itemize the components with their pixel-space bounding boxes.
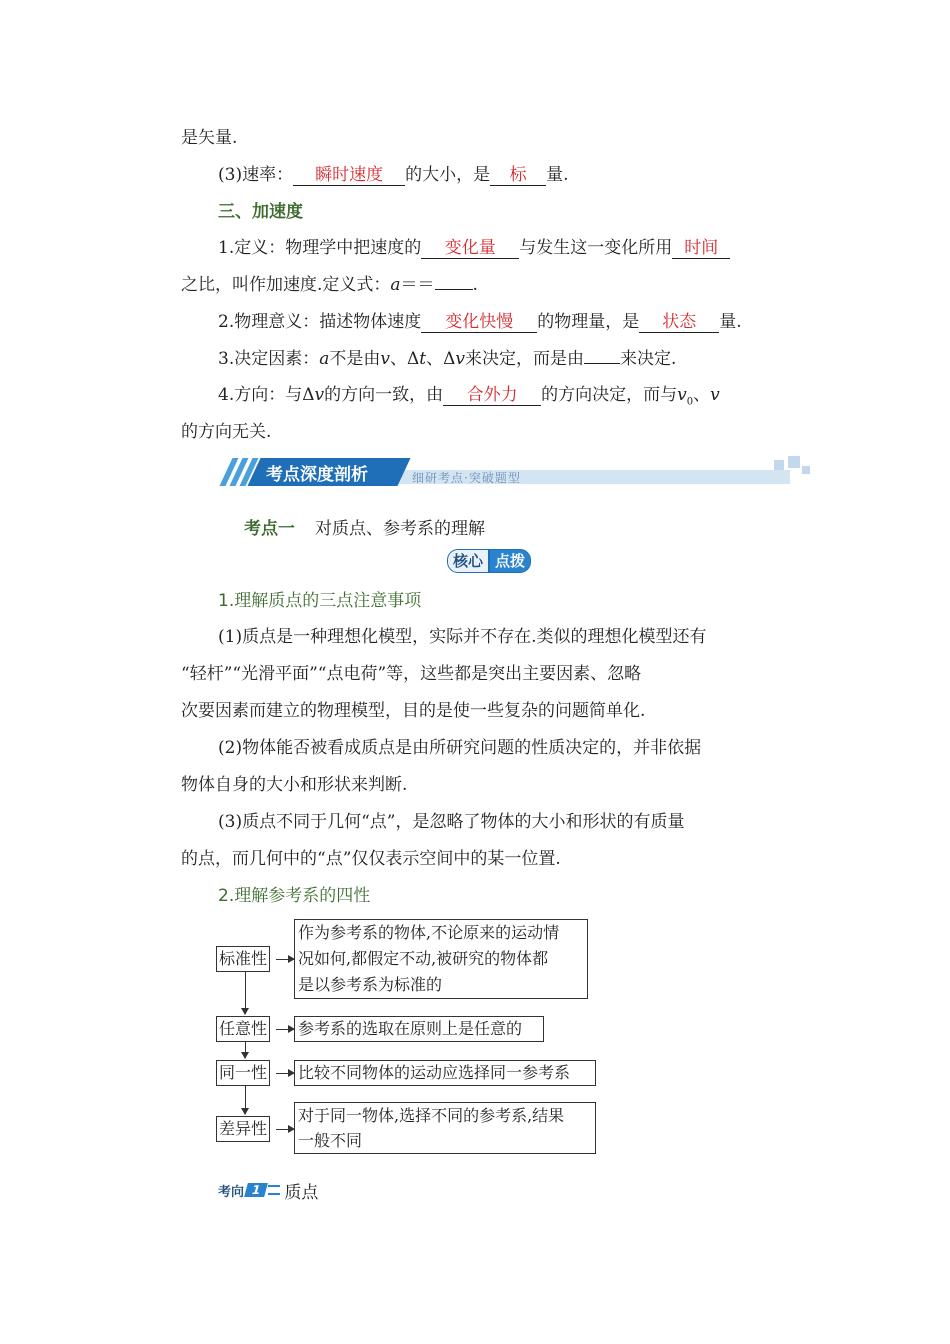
answer: 时间 [684, 238, 719, 258]
text: 3.决定因素： [218, 349, 320, 369]
symbol: a [319, 349, 330, 369]
tag-lines [268, 1185, 280, 1195]
text-line: “轻杆”“光滑平面”“点电荷”等，这些都是突出主要因素、忽略 [181, 664, 642, 684]
arrow [276, 1129, 294, 1130]
text: 与发生这一变化所用 [519, 238, 673, 258]
diagram-label: 任意性 [216, 1016, 270, 1042]
text: 2.物理意义：描述物体速度 [218, 312, 422, 332]
subheading: 1.理解质点的三点注意事项 [218, 591, 422, 611]
subheading: 2.理解参考系的四性 [218, 886, 371, 906]
text: 的方向决定，而与 [541, 385, 678, 405]
text-line [218, 236, 730, 260]
banner-subtitle: 细研考点·突破题型 [412, 471, 521, 485]
answer: 状态 [662, 312, 697, 332]
text-line: (2)物体能否被看成质点是由所研究问题的性质决定的，并非依据 [218, 738, 702, 758]
topic-label: 考点一 [244, 519, 295, 539]
box-line: 对于同一物体,选择不同的参考系,结果 [298, 1106, 565, 1125]
diagram-box: 参考系的选取在原则上是任意的 [294, 1016, 544, 1042]
text-line [218, 310, 742, 334]
text: . [472, 275, 478, 295]
answer-blank [490, 165, 546, 186]
text-line [181, 420, 271, 444]
text: 量. [719, 312, 742, 332]
text: 来决定. [620, 349, 677, 369]
badge-left: 核心 [447, 549, 489, 573]
box-line: 作为参考系的物体,不论原来的运动情 [298, 923, 560, 942]
tag-number: 1 [244, 1183, 268, 1197]
banner-square [788, 456, 800, 468]
text-line [218, 383, 720, 414]
text-line [218, 163, 569, 187]
answer: 变化快慢 [445, 312, 514, 332]
text-line: (1)质点是一种理想化模型，实际并不存在.类似的理想化模型还有 [218, 627, 707, 647]
answer: 标 [509, 165, 527, 185]
diagram-label: 差异性 [216, 1116, 270, 1142]
text-line: 次要因素而建立的物理模型，目的是使一些复杂的问题简单化. [181, 701, 646, 721]
arrow [245, 1042, 246, 1058]
answer: 瞬时速度 [315, 165, 384, 185]
text: 的方向一致，由 [324, 385, 444, 405]
text: ＝＝ [400, 275, 435, 295]
arrow [245, 972, 246, 1014]
answer-blank [639, 312, 719, 333]
topic-heading [244, 517, 485, 541]
answer-blank [421, 238, 519, 259]
section-heading: 三、加速度 [218, 202, 303, 222]
answer: 合外力 [466, 385, 518, 405]
symbol: v [455, 349, 465, 369]
diagram-label: 标准性 [216, 946, 270, 972]
arrow [245, 1086, 246, 1114]
text-line: 的点，而几何中的“点”仅仅表示空间中的某一位置. [181, 849, 561, 869]
text: 不是由 [329, 349, 381, 369]
diagram-box: 比较不同物体的运动应选择同一参考系 [294, 1060, 596, 1086]
symbol: v [314, 385, 325, 405]
diagram-label: 同一性 [216, 1060, 270, 1086]
text-line [181, 126, 237, 150]
text-line: (3)质点不同于几何“点”，是忽略了物体的大小和形状的有质量 [218, 812, 685, 832]
subscript: 0 [686, 396, 694, 408]
text: 、Δ [426, 349, 456, 369]
symbol: v [710, 385, 720, 405]
diagram-box [294, 1102, 596, 1154]
box-line: 是以参考系为标准的 [298, 975, 443, 994]
banner-title: 考点深度剖析 [266, 465, 368, 485]
arrow [276, 1029, 294, 1030]
box-line: 一般不同 [298, 1131, 363, 1150]
answer-blank [293, 165, 405, 186]
box-line: 况如何,都假定不动,被研究的物体都 [298, 949, 549, 968]
text: 、 [693, 385, 711, 405]
banner-square [802, 466, 810, 474]
direction-tag [218, 1180, 319, 1203]
badge-right: 点拨 [489, 549, 531, 573]
text: 的物理量，是 [537, 312, 640, 332]
banner-square [774, 460, 784, 470]
text: 量. [546, 165, 569, 185]
topic-title: 对质点、参考系的理解 [315, 519, 485, 539]
symbol: t [419, 349, 427, 369]
answer-blank [421, 312, 537, 333]
text: 4.方向：与Δ [218, 385, 315, 405]
core-tip-badge [447, 549, 531, 573]
text: 的方向无关. [181, 422, 272, 442]
answer-blank [672, 238, 730, 259]
arrow [276, 959, 294, 960]
text: 来决定，而是由 [465, 349, 584, 369]
text: 、Δ [389, 349, 420, 369]
answer: 变化量 [444, 238, 496, 258]
symbol: v [380, 349, 390, 369]
text: 的大小，是 [405, 165, 491, 185]
answer-blank [443, 385, 541, 406]
tag-label: 考向 [218, 1184, 245, 1200]
text: (3)速率： [218, 165, 294, 185]
banner-band [368, 470, 790, 484]
section-banner [218, 456, 810, 488]
text: 之比，叫作加速度.定义式： [181, 275, 391, 295]
answer-blank [584, 363, 620, 364]
text-line [218, 347, 676, 371]
arrow [276, 1073, 294, 1074]
diagram-box [294, 919, 588, 999]
tag-text: 质点 [284, 1182, 319, 1203]
text: 1.定义：物理学中把速度的 [218, 238, 422, 258]
symbol: v [677, 385, 687, 405]
symbol: a [390, 275, 401, 295]
text: 是矢量. [181, 128, 238, 148]
text-line: 物体自身的大小和形状来判断. [181, 775, 408, 795]
text-line [181, 273, 478, 297]
answer-blank [435, 289, 473, 290]
